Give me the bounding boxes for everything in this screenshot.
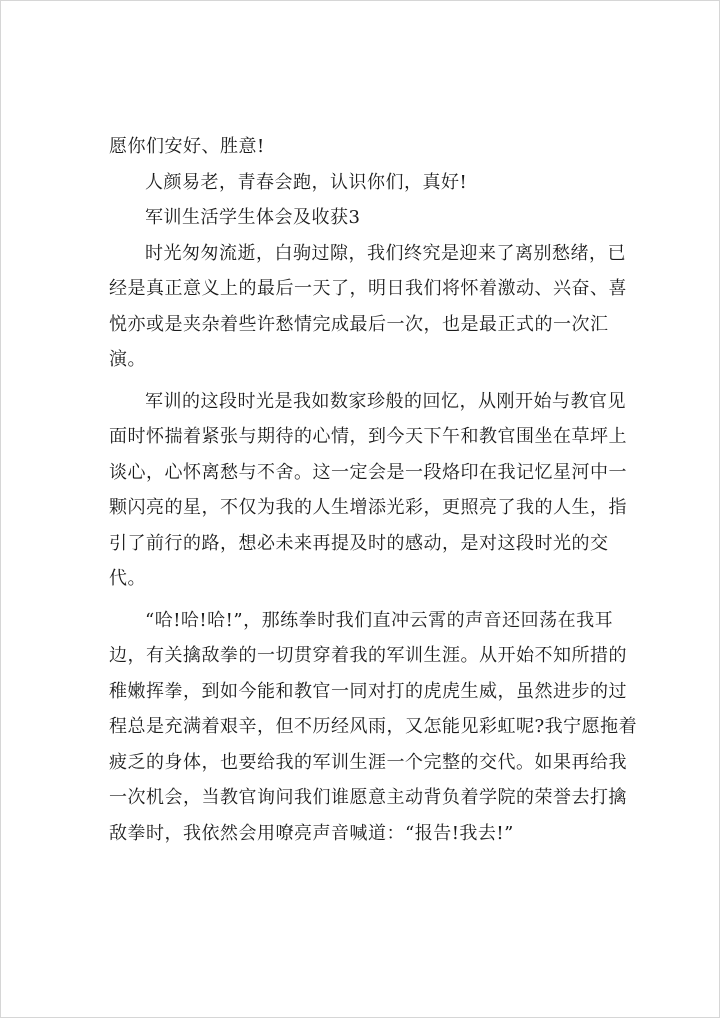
farewell-line: 人颜易老，青春会跑，认识你们，真好! xyxy=(145,171,468,193)
closing-wish-line: 愿你们安好、胜意! xyxy=(109,136,265,157)
paragraph-farewell-performance: 时光匆匆流逝，白驹过隙，我们终究是迎来了离别愁绪，已经是真正意义上的最后一天了，明日我们将怀着激动、兴奋、喜悦亦或是夹杂着些许愁情完成最后一次，也是最正式的一次汇演。 xyxy=(109,242,627,370)
paragraph-memories: 军训的这段时光是我如数家珍般的回忆，从刚开始与教官见面时怀揣着紧张与期待的心情，到今天下午和教官围坐在草坪上谈心，心怀离愁与不舍。这一定会是一段烙印在我记忆星河中一颗闪亮的星，不仅为我的人生增添光彩，更照亮了我的人生，指引了前行的路，想必未来再提及时的感动，是对这段时光的交代。 xyxy=(109,390,627,589)
paragraph-boxing-drill: “哈!哈!哈!”，那练拳时我们直冲云霄的声音还回荡在我耳边，有关擒敌拳的一切贯穿着我的军训生涯。从开始不知所措的稚嫩挥拳，到如今能和教官一同对打的虎虎生威，虽然进步的过程总是充满着艰辛，但不历经风雨，又怎能见彩虹呢?我宁愿拖着疲乏的身体，也要给我的军训生涯一个完整的交代。如果再给我一次机会，当教官询问我们谁愿意主动背负着学院的荣誉去打擒敌拳时，我依然会用嘹亮声音喊道：“报告!我去!” xyxy=(109,609,638,844)
section-heading: 军训生活学生体会及收获3 xyxy=(145,207,361,228)
document-body xyxy=(109,129,641,851)
